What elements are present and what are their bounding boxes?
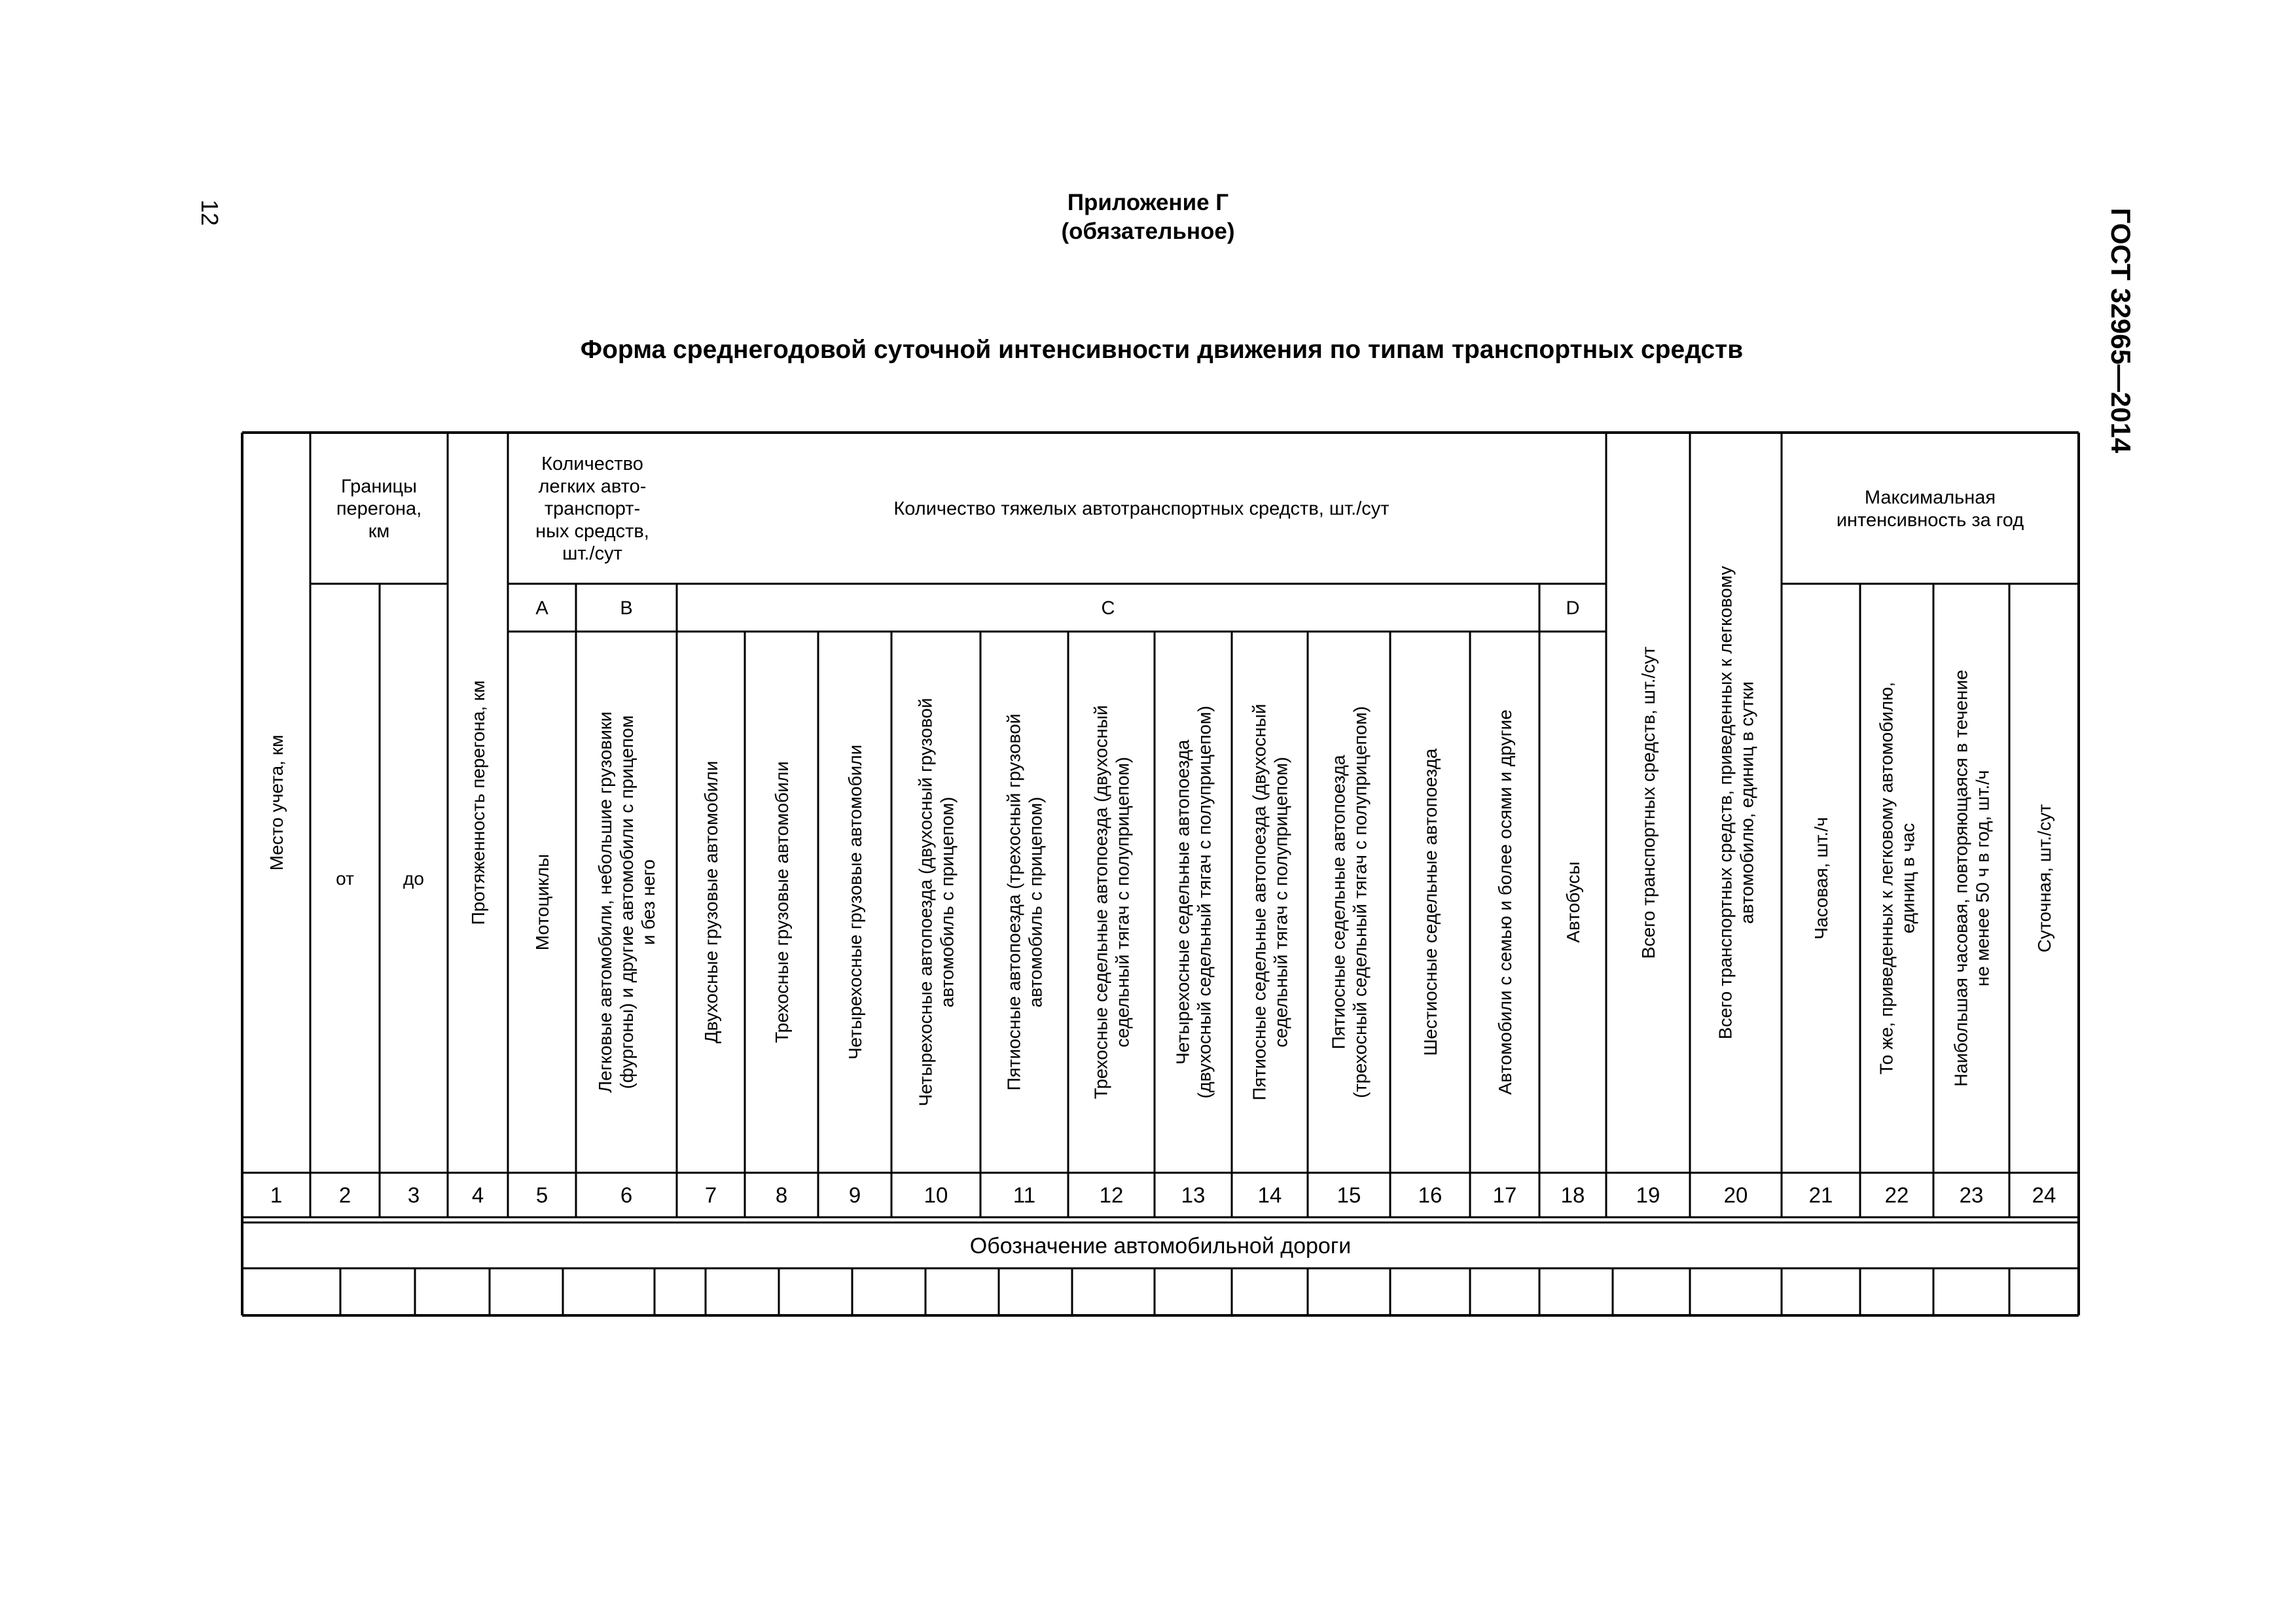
- column-header-5: Мотоциклы: [531, 853, 552, 951]
- column-header-24: Суточная, шт./сут: [2034, 804, 2054, 953]
- column-number-6: 6: [620, 1183, 633, 1207]
- column-header-16: Шестиосные седельные автопоезда: [1420, 748, 1441, 1056]
- column-header-22: То же, приведенных к легковому автомобилю,единиц в час: [1876, 681, 1918, 1075]
- column-header-21: Часовая, шт./ч: [1810, 817, 1831, 940]
- form-title: Форма среднегодовой суточной интенсивности движения по типам транспортных средств: [580, 336, 1744, 364]
- column-header-2: от: [336, 868, 354, 889]
- column-numbers: [270, 1183, 2056, 1207]
- column-number-19: 19: [1636, 1183, 1660, 1207]
- column-header-3: до: [403, 868, 424, 889]
- column-number-5: 5: [535, 1183, 548, 1207]
- column-header-11: Пятиосные автопоезда (трехосный грузовойавтомобиль с прицепом): [1003, 713, 1046, 1091]
- column-header-17: Автомобили с семью и более осями и другие: [1494, 709, 1515, 1095]
- group-segment-bounds: Границы перегона, км: [336, 476, 422, 542]
- class-a-label: A: [535, 597, 548, 619]
- column-number-20: 20: [1723, 1183, 1748, 1207]
- column-header-12: Трехосные седельные автопоезда (двухосныйседельный тягач с полуприцепом): [1090, 705, 1133, 1099]
- column-number-7: 7: [704, 1183, 717, 1207]
- appendix-status: (обязательное): [1061, 219, 1235, 244]
- page-number: 12: [196, 199, 223, 226]
- column-header-8: Трехосные грузовые автомобили: [771, 761, 792, 1043]
- column-header-10: Четырехосные автопоезда (двухосный грузовойавтомобиль с прицепом): [915, 698, 958, 1107]
- column-header-1: Место учета, км: [266, 734, 287, 871]
- column-header-20: Всего транспортных средств, приведенных к легковомуавтомобилю, единиц в сутки: [1715, 565, 1757, 1040]
- column-header-4: Протяженность перегона, км: [467, 680, 488, 925]
- column-header-6: Легковые автомобили, небольшие грузовики(фургоны) и другие автомобили с прицепоми без него: [594, 711, 658, 1093]
- column-number-13: 13: [1181, 1183, 1206, 1207]
- column-number-8: 8: [775, 1183, 788, 1207]
- column-number-9: 9: [848, 1183, 861, 1207]
- class-d-label: D: [1566, 597, 1580, 619]
- column-number-22: 22: [1884, 1183, 1909, 1207]
- class-b-label: B: [620, 597, 633, 619]
- column-number-24: 24: [2032, 1183, 2056, 1207]
- column-header-9: Четырехосные грузовые автомобили: [844, 744, 865, 1060]
- column-number-11: 11: [1013, 1183, 1036, 1207]
- standard-code: ГОСТ 32965—2014: [2106, 207, 2136, 454]
- group-max-intensity: Максимальная интенсивность за год: [1836, 487, 2024, 531]
- class-c-label: C: [1101, 597, 1115, 619]
- appendix-label: Приложение Г: [1067, 190, 1229, 215]
- column-header-7: Двухосные грузовые автомобили: [700, 760, 721, 1044]
- column-header-18: Автобусы: [1562, 861, 1583, 943]
- column-number-14: 14: [1257, 1183, 1282, 1207]
- column-header-15: Пятиосные седельные автопоезда(трехосный седельный тягач с полуприцепом): [1328, 706, 1371, 1098]
- column-number-21: 21: [1808, 1183, 1833, 1207]
- column-number-12: 12: [1099, 1183, 1124, 1207]
- group-headers: [336, 454, 2024, 618]
- column-number-2: 2: [338, 1183, 351, 1207]
- data-area: [970, 1234, 1351, 1258]
- table-grid: [242, 433, 2079, 1315]
- group-light-vehicles: Количество легких авто-транспорт-ных средств, шт./сут: [535, 454, 649, 565]
- column-headers: [266, 566, 2054, 1107]
- column-header-14: Пятиосные седельные автопоезда (двухосныйседельный тягач с полуприцепом): [1249, 704, 1291, 1101]
- column-header-19: Всего транспортных средств, шт./сут: [1638, 646, 1659, 959]
- column-number-18: 18: [1560, 1183, 1585, 1207]
- road-designation-row: Обозначение автомобильной дороги: [969, 1233, 1352, 1258]
- column-number-17: 17: [1492, 1183, 1517, 1207]
- column-number-10: 10: [924, 1183, 948, 1207]
- group-heavy-vehicles: Количество тяжелых автотранспортных средств, шт./сут: [893, 498, 1390, 520]
- column-number-3: 3: [407, 1183, 420, 1207]
- column-number-23: 23: [1959, 1183, 1984, 1207]
- column-number-1: 1: [270, 1183, 283, 1207]
- column-number-15: 15: [1336, 1183, 1361, 1207]
- column-header-23: Наибольшая часовая, повторяющаяся в течениене менее 50 ч в год, шт./ч: [1950, 669, 1993, 1087]
- column-header-13: Четырехосные седельные автопоезда(двухосный седельный тягач с полуприцепом): [1172, 705, 1215, 1099]
- column-number-16: 16: [1418, 1183, 1443, 1207]
- column-number-4: 4: [471, 1183, 484, 1207]
